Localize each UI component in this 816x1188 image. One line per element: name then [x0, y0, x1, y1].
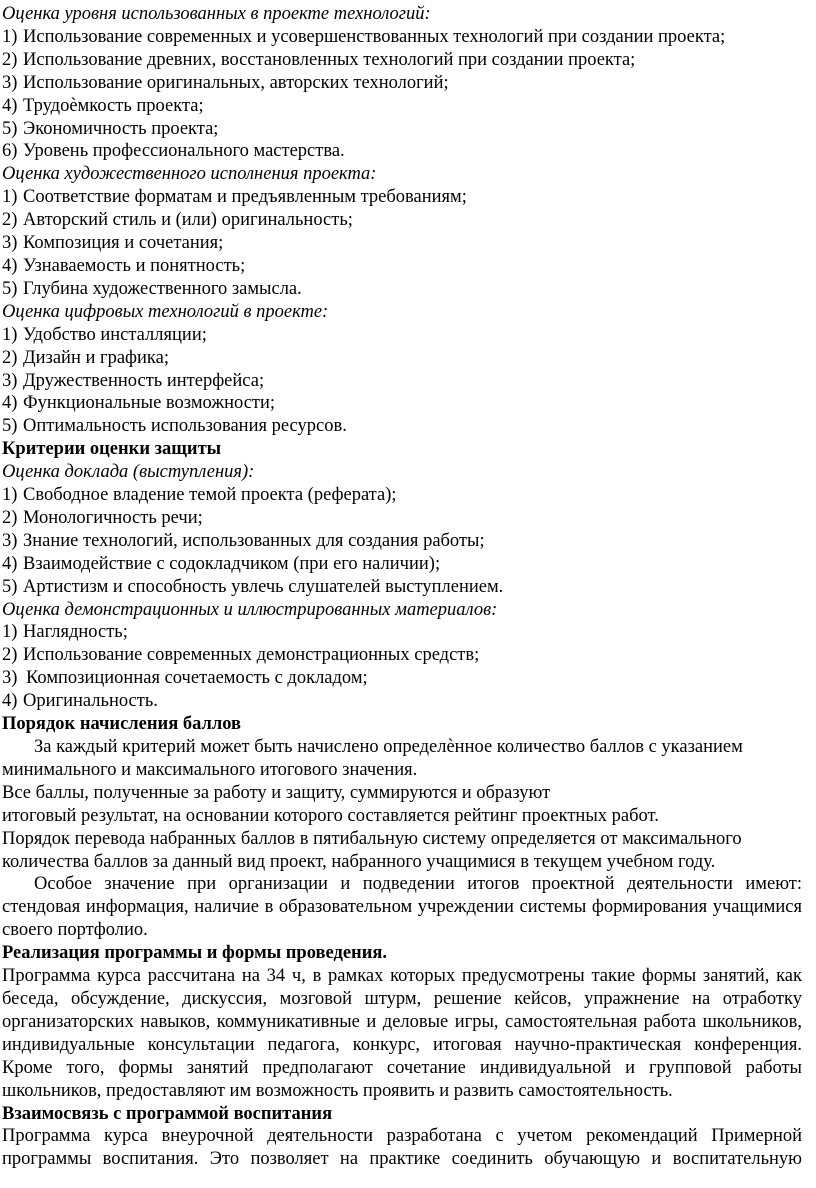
item-text: Соответствие форматам и предъявленным требованиям; [23, 187, 467, 208]
item-number: 5) [2, 576, 18, 597]
demo-heading: Оценка демонстрационных и иллюстрированных материалов: [2, 599, 498, 620]
item-text: Использование современных и усовершенствованных технологий при создании проекта; [23, 26, 726, 47]
program-text: Программа курса рассчитана на 34 ч, в рамках которых предусмотрены такие формы занятий, как беседа, обсуждение, дискуссия, мозговой штурм, решение кейсов, упражнение на отработку организаторских навыков, коммуникативные и деловые игры, самостоятельная работа школьников, индивидуальные консультации педагога, конкурс, итоговая научно-практическая конференция. Кроме того, формы занятий предполагают сочетание индивидуальной и групповой работы школьников, предоставляют им возможность проявить и развить самостоятельность. [2, 966, 802, 1101]
item-text: Глубина художественного замысла. [23, 278, 302, 299]
item-number: 1) [2, 324, 18, 345]
item-text: Свободное владение темой проекта (реферата); [23, 485, 397, 506]
tech-list [2, 26, 802, 163]
item-number: 3) [2, 370, 18, 391]
art-heading: Оценка художественного исполнения проекта: [2, 164, 377, 185]
item-number: 1) [2, 187, 18, 208]
item-text: Оптимальность использования ресурсов. [23, 416, 347, 437]
scoring-paragraph-3-line-2: количества баллов за данный вид проект, набранного учащимися в текущем учебном году. [2, 851, 716, 872]
item-number: 2) [2, 507, 18, 528]
defense-list [2, 484, 802, 599]
list-item [2, 140, 802, 163]
list-item [2, 118, 802, 141]
list-item [2, 484, 802, 507]
item-text: Дружественность интерфейса; [23, 370, 265, 391]
item-number: 4) [2, 393, 18, 414]
tech-heading: Оценка уровня использованных в проекте технологий: [2, 4, 431, 24]
relation-title: Взаимосвязь с программой воспитания [2, 1103, 333, 1124]
list-item [2, 507, 802, 530]
demo-list [2, 621, 802, 713]
list-item [2, 370, 802, 393]
item-text: Удобство инсталляции; [23, 324, 207, 345]
item-text: Артистизм и способность увлечь слушателей выступлением. [23, 576, 504, 597]
item-number: 3) [2, 668, 18, 689]
item-number: 1) [2, 485, 18, 506]
list-item [2, 530, 802, 553]
list-item [2, 392, 802, 415]
art-list [2, 186, 802, 301]
relation-line-1: Программа курса внеурочной деятельности разработана с учетом рекомендаций Примерной [2, 1126, 802, 1147]
scoring-paragraph-1-line-1: За каждый критерий может быть начислено определѐнное количество баллов с указанием [34, 737, 743, 757]
item-text: Использование оригинальных, авторских технологий; [23, 72, 449, 93]
list-item [2, 95, 802, 118]
scoring-title: Порядок начисления баллов [2, 714, 242, 735]
list-item [2, 209, 802, 232]
item-text: Использование современных демонстрационных средств; [23, 645, 480, 666]
scoring-paragraph-4: Особое значение при организации и подведении итогов проектной деятельности имеют: стендовая информация, наличие в образовательном учреждении системы формирования учащимися своего портфолио. [2, 874, 802, 941]
item-text: Монологичность речи; [23, 507, 203, 528]
item-number: 4) [2, 255, 18, 276]
scoring-paragraph-2-line-1: Все баллы, полученные за работу и защиту, суммируются и образуют [2, 782, 551, 803]
list-item [2, 72, 802, 95]
item-number: 3) [2, 72, 18, 93]
item-number: 2) [2, 347, 18, 368]
list-item [2, 26, 802, 49]
digital-heading: Оценка цифровых технологий в проекте: [2, 301, 329, 322]
list-item [2, 324, 802, 347]
item-text: Трудоѐмкость проекта; [23, 95, 204, 116]
item-text: Авторский стиль и (или) оригинальность; [23, 210, 353, 231]
list-item [2, 255, 802, 278]
defense-heading: Оценка доклада (выступления): [2, 462, 255, 483]
list-item [2, 232, 802, 255]
list-item [2, 186, 802, 209]
item-text: Композиционная сочетаемость с докладом; [26, 668, 368, 689]
item-number: 1) [2, 26, 18, 47]
item-number: 4) [2, 691, 18, 712]
list-item [2, 415, 802, 438]
item-number: 3) [2, 233, 18, 254]
item-number: 5) [2, 278, 18, 299]
item-number: 3) [2, 530, 18, 551]
item-text: Функциональные возможности; [23, 393, 276, 414]
item-text: Дизайн и графика; [23, 347, 169, 368]
list-item [2, 576, 802, 599]
list-item [2, 621, 802, 644]
item-number: 2) [2, 49, 18, 70]
list-item [2, 553, 802, 576]
item-text: Использование древних, восстановленных технологий при создании проекта; [23, 49, 636, 70]
item-number: 5) [2, 118, 18, 139]
item-text: Композиция и сочетания; [23, 233, 224, 254]
list-item [2, 49, 802, 72]
scoring-paragraph-2-line-2: итоговый результат, на основании которого составляется рейтинг проектных работ. [2, 805, 659, 826]
item-number: 6) [2, 141, 18, 162]
item-text: Взаимодействие с содокладчиком (при его наличии); [23, 553, 441, 574]
list-item [2, 667, 802, 690]
item-number: 4) [2, 553, 18, 574]
digital-list [2, 324, 802, 439]
item-number: 2) [2, 645, 18, 666]
defense-title: Критерии оценки защиты [2, 439, 222, 460]
list-item [2, 690, 802, 713]
item-text: Уровень профессионального мастерства. [23, 141, 345, 162]
item-text: Наглядность; [23, 622, 128, 643]
item-text: Экономичность проекта; [23, 118, 219, 139]
item-number: 2) [2, 210, 18, 231]
scoring-paragraph-1-line-2: минимального и максимального итогового значения. [2, 759, 418, 780]
relation-line-2: программы воспитания. Это позволяет на практике соединить обучающую и воспитательную [2, 1149, 802, 1170]
program-title: Реализация программы и формы проведения. [2, 943, 387, 964]
list-item [2, 347, 802, 370]
item-number: 4) [2, 95, 18, 116]
scoring-paragraph-3-line-1: Порядок перевода набранных баллов в пятибальную систему определяется от максимального [2, 828, 742, 849]
list-item [2, 644, 802, 667]
item-text: Узнаваемость и понятность; [23, 255, 246, 276]
list-item [2, 278, 802, 301]
item-text: Оригинальность. [23, 691, 158, 712]
item-text: Знание технологий, использованных для создания работы; [23, 530, 485, 551]
item-number: 5) [2, 416, 18, 437]
item-number: 1) [2, 622, 18, 643]
